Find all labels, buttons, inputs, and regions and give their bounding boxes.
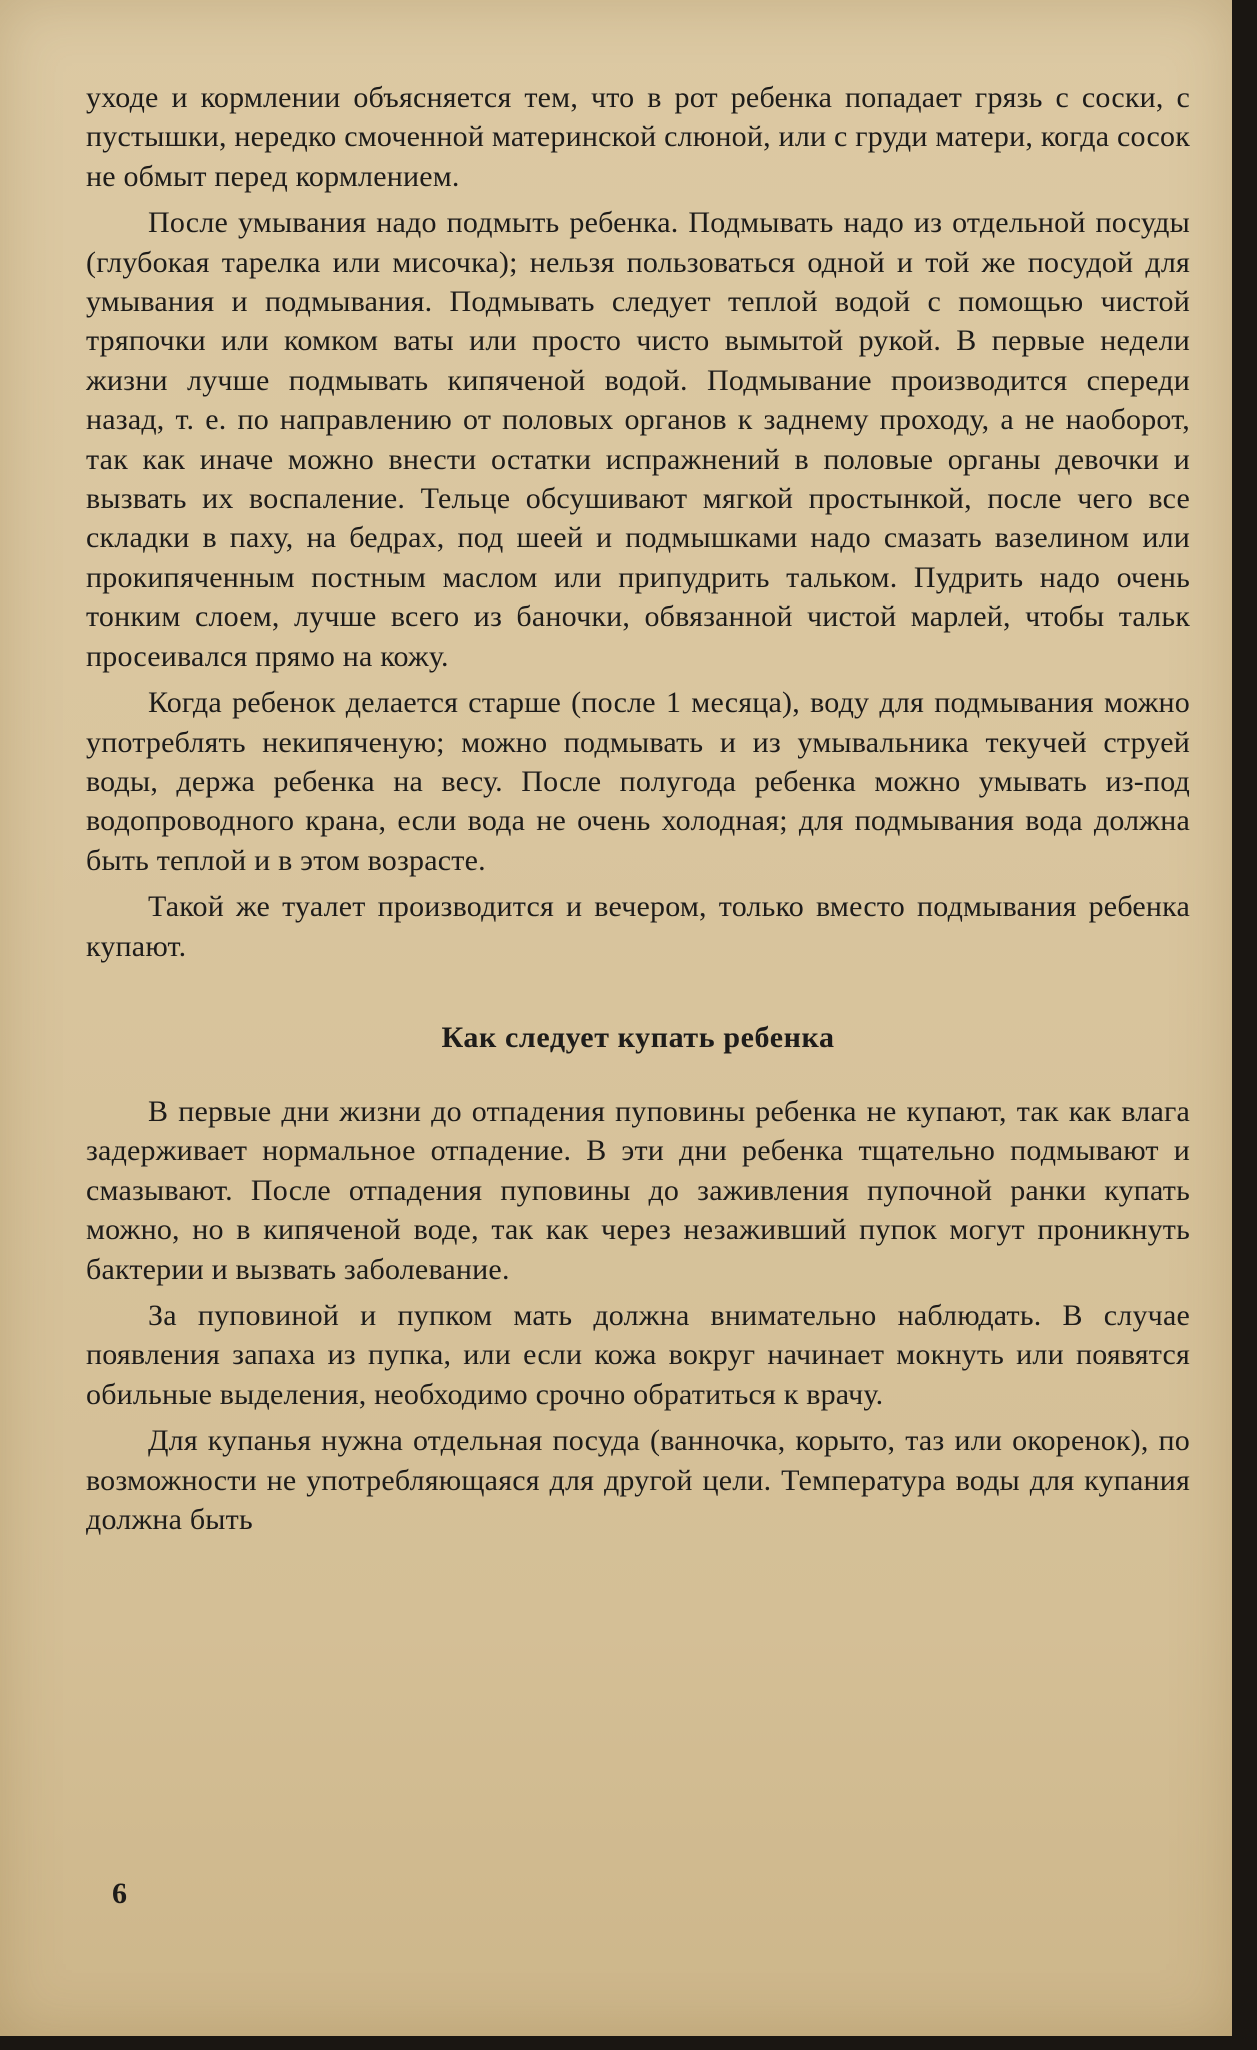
page-text — [86, 78, 1190, 1546]
section-title: Как следует купать ребенка — [441, 1020, 835, 1054]
paragraph-washing: После умывания надо подмыть ребенка. Подмывать надо из отдельной посуды (глубокая тарелка или мисочка); нельзя пользоваться одной и той же посудой для умывания и подмывания. Подмывать следует теплой водой с помощью чистой тряпочки или комком ваты или просто чисто вымытой рукой. В первые недели жизни лучше подмывать кипяченой водой. Подмывание производится спереди назад, т. е. по направлению от половых органов к заднему проходу, а не наоборот, так как иначе можно внести остатки испражнений в половые органы девочки и вызвать их воспаление. Тельце обсушивают мягкой простынкой, после чего все складки в паху, на бедрах, под шеей и подмышками надо смазать вазелином или прокипяченным постным маслом или припудрить тальком. Пудрить надо очень тонким слоем, лучше всего из баночки, обвязанной чистой марлей, чтобы тальк просеивался прямо на кожу. — [86, 206, 1190, 673]
paragraph-first-days: В первые дни жизни до отпадения пуповины ребенка не купают, так как влага задерживает нормальное отпадение. В эти дни ребенка тщательно подмывают и смазывают. После отпадения пуповины до заживления пупочной ранки купать можно, но в кипяченой воде, так как через незаживший пупок могут проникнуть бактерии и вызвать заболевание. — [86, 1094, 1190, 1286]
paragraph-bath-vessel: Для купанья нужна отдельная посуда (ванночка, корыто, таз или окоренок), по возможности не употребляющаяся для другой цели. Температура воды для купания должна быть — [86, 1424, 1190, 1536]
paragraph-older-child: Когда ребенок делается старше (после 1 месяца), воду для подмывания можно употреблять некипяченую; можно подмывать и из умывальника текучей струей воды, держа ребенка на весу. После полугода ребенка можно умывать из-под водопроводного крана, если вода не очень холодная; для подмывания вода должна быть теплой и в этом возрасте. — [86, 686, 1190, 877]
paragraph-evening: Такой же туалет производится и вечером, только вместо подмывания ребенка купают. — [86, 890, 1190, 963]
page-number: 6 — [112, 1877, 127, 1910]
paragraph-continuation: уходе и кормлении объясняется тем, что в рот ребенка попадает грязь с соски, с пустышки, нередко смоченной материнской слюной, или с груди матери, когда сосок не обмыт перед кормлением. — [86, 81, 1190, 193]
paragraph-navel-care: За пуповиной и пупком мать должна внимательно наблюдать. В случае появления запаха из пупка, или если кожа вокруг начинает мокнуть или появятся обильные выделения, необходимо срочно обратиться к врачу. — [86, 1298, 1190, 1411]
